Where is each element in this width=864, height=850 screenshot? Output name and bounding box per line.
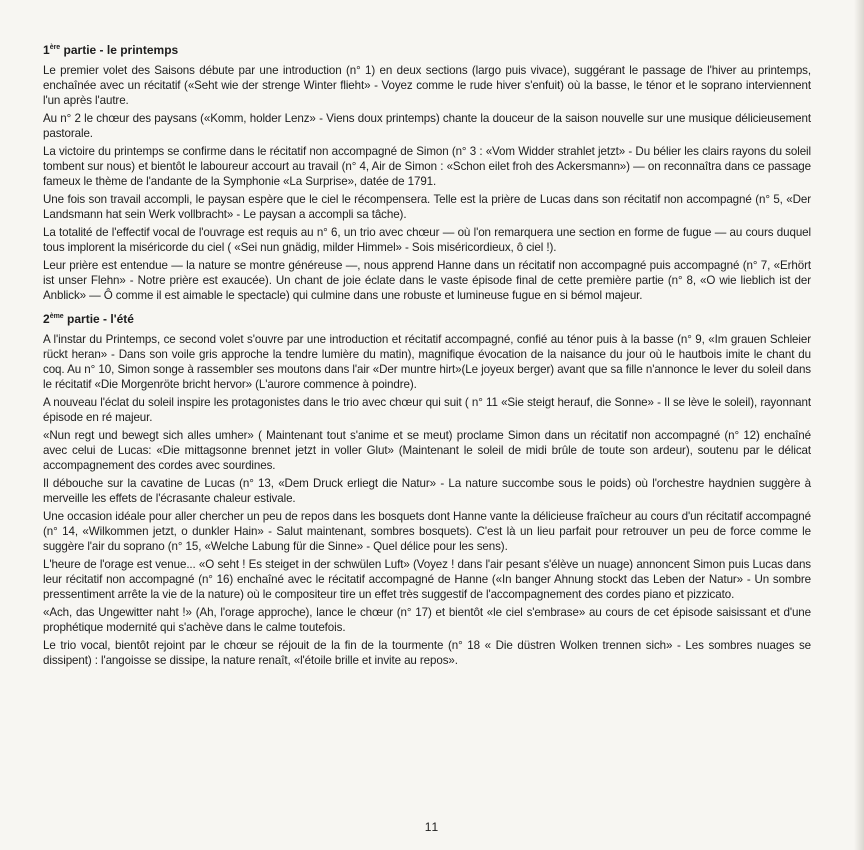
paragraph: Une fois son travail accompli, le paysan espère que le ciel le récompensera. Telle est la prière de Lucas dans son récitatif non accompagné (n° 5, «Der Landsmann hat sein Werk vollbracht» - Le paysan a accompli sa tâche).	[43, 193, 811, 221]
paragraph: Il débouche sur la cavatine de Lucas (n° 13, «Dem Druck erliegt die Natur» - La nature succombe sous le poids) où l'orchestre haydnien suggère à merveille les effets de l'écrasante chaleur estivale.	[43, 477, 811, 505]
paragraph: La victoire du printemps se confirme dans le récitatif non accompagné de Simon (n° 3 : «Vom Widder strahlet jetzt» - Du bélier les clairs rayons du soleil tombent sur nous) et bientôt le laboureur accourt au travail (n° 4, Air de Simon : «Schon eilet froh des Ackersmann») — on reconnaîtra dans ce passage fameux le thème de l'andante de la Symphonie «La Surprise», datée de 1791.	[43, 145, 811, 188]
document-page	[43, 40, 811, 671]
heading-text: partie - le printemps	[60, 43, 179, 57]
ordinal-superscript: ère	[49, 44, 61, 51]
paragraph: A l'instar du Printemps, ce second volet s'ouvre par une introduction et récitatif accompagné, confié au ténor puis à la basse (n° 9, «Im grauen Schleier rückt heran» - Dans son voile gris approche la tendre lumière du matin), magnifique évocation de la naisance du jour où le hautbois imite le chant du coq. Au n° 10, Simon songe à rassembler ses moutons dans l'air «Der muntre hirt»(Le joyeux berger) avant que sa fille n'annonce le lever du soleil dans le récitatif «Die Morgenröte bricht hervor» (L'aurore commence à poindre).	[43, 333, 811, 391]
paragraph: Au n° 2 le chœur des paysans («Komm, holder Lenz» - Viens doux printemps) chante la douceur de la saison nouvelle sur une musique délicieusement pastorale.	[43, 112, 811, 140]
paragraph: Leur prière est entendue — la nature se montre généreuse —, nous apprend Hanne dans un récitatif non accompagné puis accompagné (n° 7, «Erhört ist unser Flehn» - Notre prière est exaucée). Un chant de joie éclate dans le vaste épisode final de cette première partie (n° 8, «O wie lieblich ist der Anblick» — Ô comme il est aimable le spectacle) qui culmine dans une robuste et lumineuse fugue en si bémol majeur.	[43, 259, 811, 302]
section-heading-part2: 2ème partie - l'été	[43, 312, 134, 326]
page-number: 11	[424, 820, 440, 834]
heading-text: partie - l'été	[63, 312, 134, 326]
paragraph: La totalité de l'effectif vocal de l'ouvrage est requis au n° 6, un trio avec chœur — où l'on remarquera une section en forme de fugue — au cours duquel tous implorent la miséricorde du ciel ( «Sei nun gnädig, milder Himmel» - Sois miséricordieux, ô ciel !).	[43, 226, 811, 254]
paragraph: L'heure de l'orage est venue... «O seht ! Es steiget in der schwülen Luft» (Voyez ! dans l'air pesant s'élève un nuage) annoncent Simon puis Lucas dans leur récitatif non accompagné (n° 16) enchaîné avec le récitatif accompagné de Hanne («In banger Ahnung stockt das Leben der Natur» - Un sombre pressentiment arrête la vie de la nature) où le compositeur tire un effet très suggestif de l'accompagnement des cordes piano et pizzicato.	[43, 558, 811, 601]
paragraph: Le premier volet des Saisons débute par une introduction (n° 1) en deux sections (largo puis vivace), suggérant le passage de l'hiver au printemps, enchaînée avec un récitatif («Seht wie der strenge Winter flieht» - Voyez comme le rude hiver s'enfuit) où la basse, le ténor et le soprano interviennent l'un après l'autre.	[43, 64, 811, 107]
page-edge-shadow	[854, 0, 864, 850]
paragraph: A nouveau l'éclat du soleil inspire les protagonistes dans le trio avec chœur qui suit ( n° 11 «Sie steigt herauf, die Sonne» - Il se lève le soleil), rayonnant épisode en ré majeur.	[43, 396, 811, 424]
paragraph: «Nun regt und bewegt sich alles umher» ( Maintenant tout s'anime et se meut) proclame Simon dans un récitatif non accompagné (n° 12) enchaîné avec celui de Lucas: «Die mittagsonne brennet jetzt in voller Glut» (Maintenant le soleil de midi brûle de toute son ardeur), soutenu par le délicat accompagnement des cordes avec sourdines.	[43, 429, 811, 472]
paragraph: Le trio vocal, bientôt rejoint par le chœur se réjouit de la fin de la tourmente (n° 18 « Die düstren Wolken trennen sich» - Les sombres nuages se dissipent) : l'angoisse se dissipe, la nature renaît, «l'étoile brille et invite au repos».	[43, 639, 811, 667]
paragraph: Une occasion idéale pour aller chercher un peu de repos dans les bosquets dont Hanne vante la délicieuse fraîcheur au cours d'un récitatif accompagné (n° 14, «Wilkommen jetzt, o dunkler Hain» - Salut maintenant, sombres bosquets). C'est là un lieu parfait pour retrouver un peu de force comme le suggère l'air du soprano (n° 15, «Welche Labung für die Sinne» - Quel délice pour les sens).	[43, 510, 811, 553]
paragraph: «Ach, das Ungewitter naht !» (Ah, l'orage approche), lance le chœur (n° 17) et bientôt «le ciel s'embrase» au cours de cet épisode saisissant et d'une prophétique modernité qui s'achève dans le calme toutefois.	[43, 606, 811, 634]
section-heading-part1: 1ère partie - le printemps	[43, 43, 179, 57]
ordinal-superscript: ème	[49, 313, 64, 320]
